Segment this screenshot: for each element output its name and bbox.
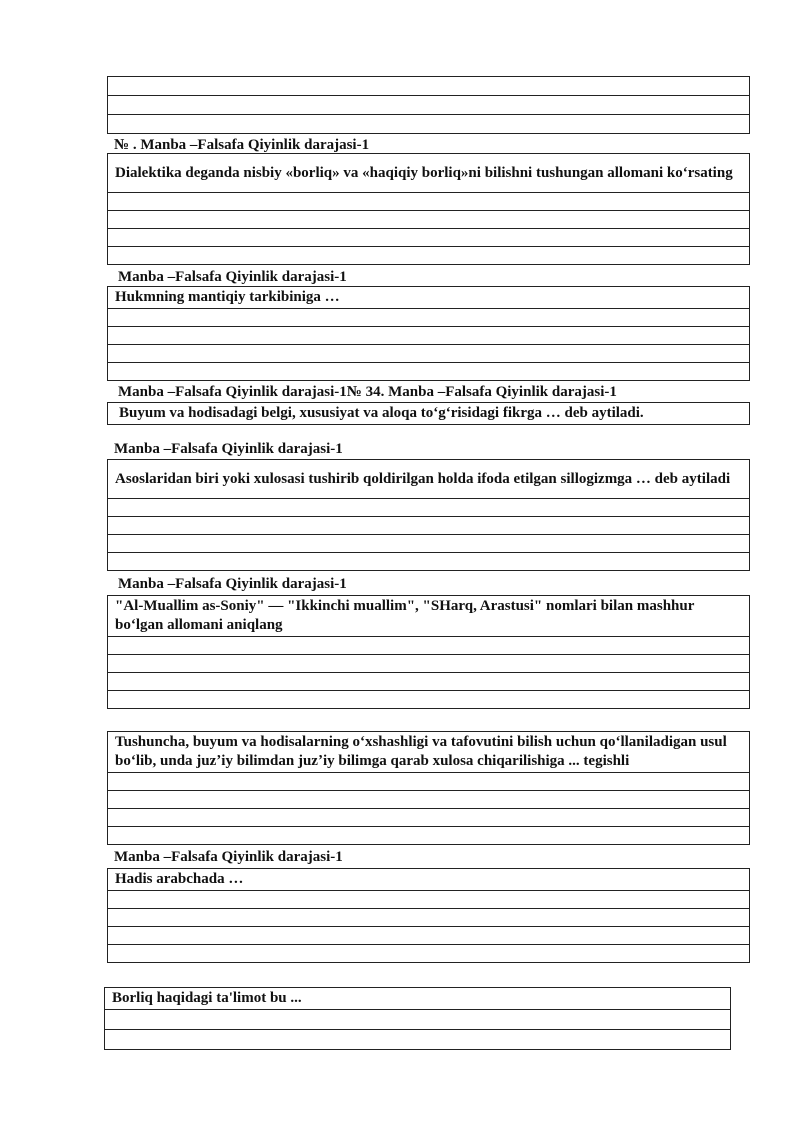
answer-option (108, 211, 750, 229)
question-text: Buyum va hodisadagi belgi, xususiyat va aloqa toʻgʻrisidagi fikrga … deb aytiladi. (108, 403, 750, 425)
question-heading: Manba –Falsafa Qiyinlik darajasi-1 (114, 849, 343, 865)
answer-option (108, 945, 750, 963)
question-table-5 (107, 595, 750, 709)
answer-option (108, 345, 750, 363)
answer-option (105, 1030, 731, 1050)
question-text: Borliq haqidagi ta'limot bu ... (105, 988, 731, 1010)
question-table-6 (107, 731, 750, 845)
answer-option (108, 809, 750, 827)
answer-option (108, 673, 750, 691)
question-table-1 (107, 153, 750, 265)
answer-option (108, 517, 750, 535)
answer-option (108, 115, 750, 134)
answer-option (108, 773, 750, 791)
question-text: Hukmning mantiqiy tarkibiniga … (108, 287, 750, 309)
question-text: Hadis arabchada … (108, 869, 750, 891)
answer-option (108, 927, 750, 945)
question-table-0 (107, 76, 750, 134)
question-heading: Manba –Falsafa Qiyinlik darajasi-1 (118, 576, 347, 592)
answer-option (108, 309, 750, 327)
question-text: "Al-Muallim as-Soniy" — "Ikkinchi muallim", "SHarq, Arastusi" nomlari bilan mashhur boʻlgan allomani aniqlang (108, 596, 750, 637)
answer-option (108, 247, 750, 265)
question-table-8 (104, 987, 731, 1050)
answer-option (108, 691, 750, 709)
answer-option (108, 891, 750, 909)
question-table-7 (107, 868, 750, 963)
answer-option (108, 363, 750, 381)
answer-option (108, 499, 750, 517)
answer-option (108, 535, 750, 553)
answer-option (108, 655, 750, 673)
answer-option (105, 1010, 731, 1030)
question-table-3 (107, 402, 750, 425)
answer-option (108, 637, 750, 655)
answer-option (108, 909, 750, 927)
question-table-2 (107, 286, 750, 381)
question-heading: Manba –Falsafa Qiyinlik darajasi-1 (118, 269, 347, 285)
question-heading: № . Manba –Falsafa Qiyinlik darajasi-1 (114, 137, 370, 153)
question-text: Dialektika deganda nisbiy «borliq» va «haqiqiy borliq»ni bilishni tushungan allomani koʻrsating (108, 154, 750, 193)
question-text: Asoslaridan biri yoki xulosasi tushirib qoldirilgan holda ifoda etilgan sillogizmga … deb aytiladi (108, 460, 750, 499)
answer-option (108, 791, 750, 809)
question-table-4 (107, 459, 750, 571)
answer-option (108, 96, 750, 115)
answer-option (108, 827, 750, 845)
question-heading: Manba –Falsafa Qiyinlik darajasi-1 (114, 441, 343, 457)
answer-option (108, 193, 750, 211)
answer-option (108, 229, 750, 247)
question-text: Tushuncha, buyum va hodisalarning oʻxshashligi va tafovutini bilish uchun qoʻllaniladigan usul boʻlib, unda juzʼiy bilimdan juzʼiy bilimga qarab xulosa chiqarilishiga ... tegishli (108, 732, 750, 773)
answer-option (108, 77, 750, 96)
answer-option (108, 553, 750, 571)
answer-option (108, 327, 750, 345)
question-heading: Manba –Falsafa Qiyinlik darajasi-1№ 34. Manba –Falsafa Qiyinlik darajasi-1 (118, 384, 617, 400)
